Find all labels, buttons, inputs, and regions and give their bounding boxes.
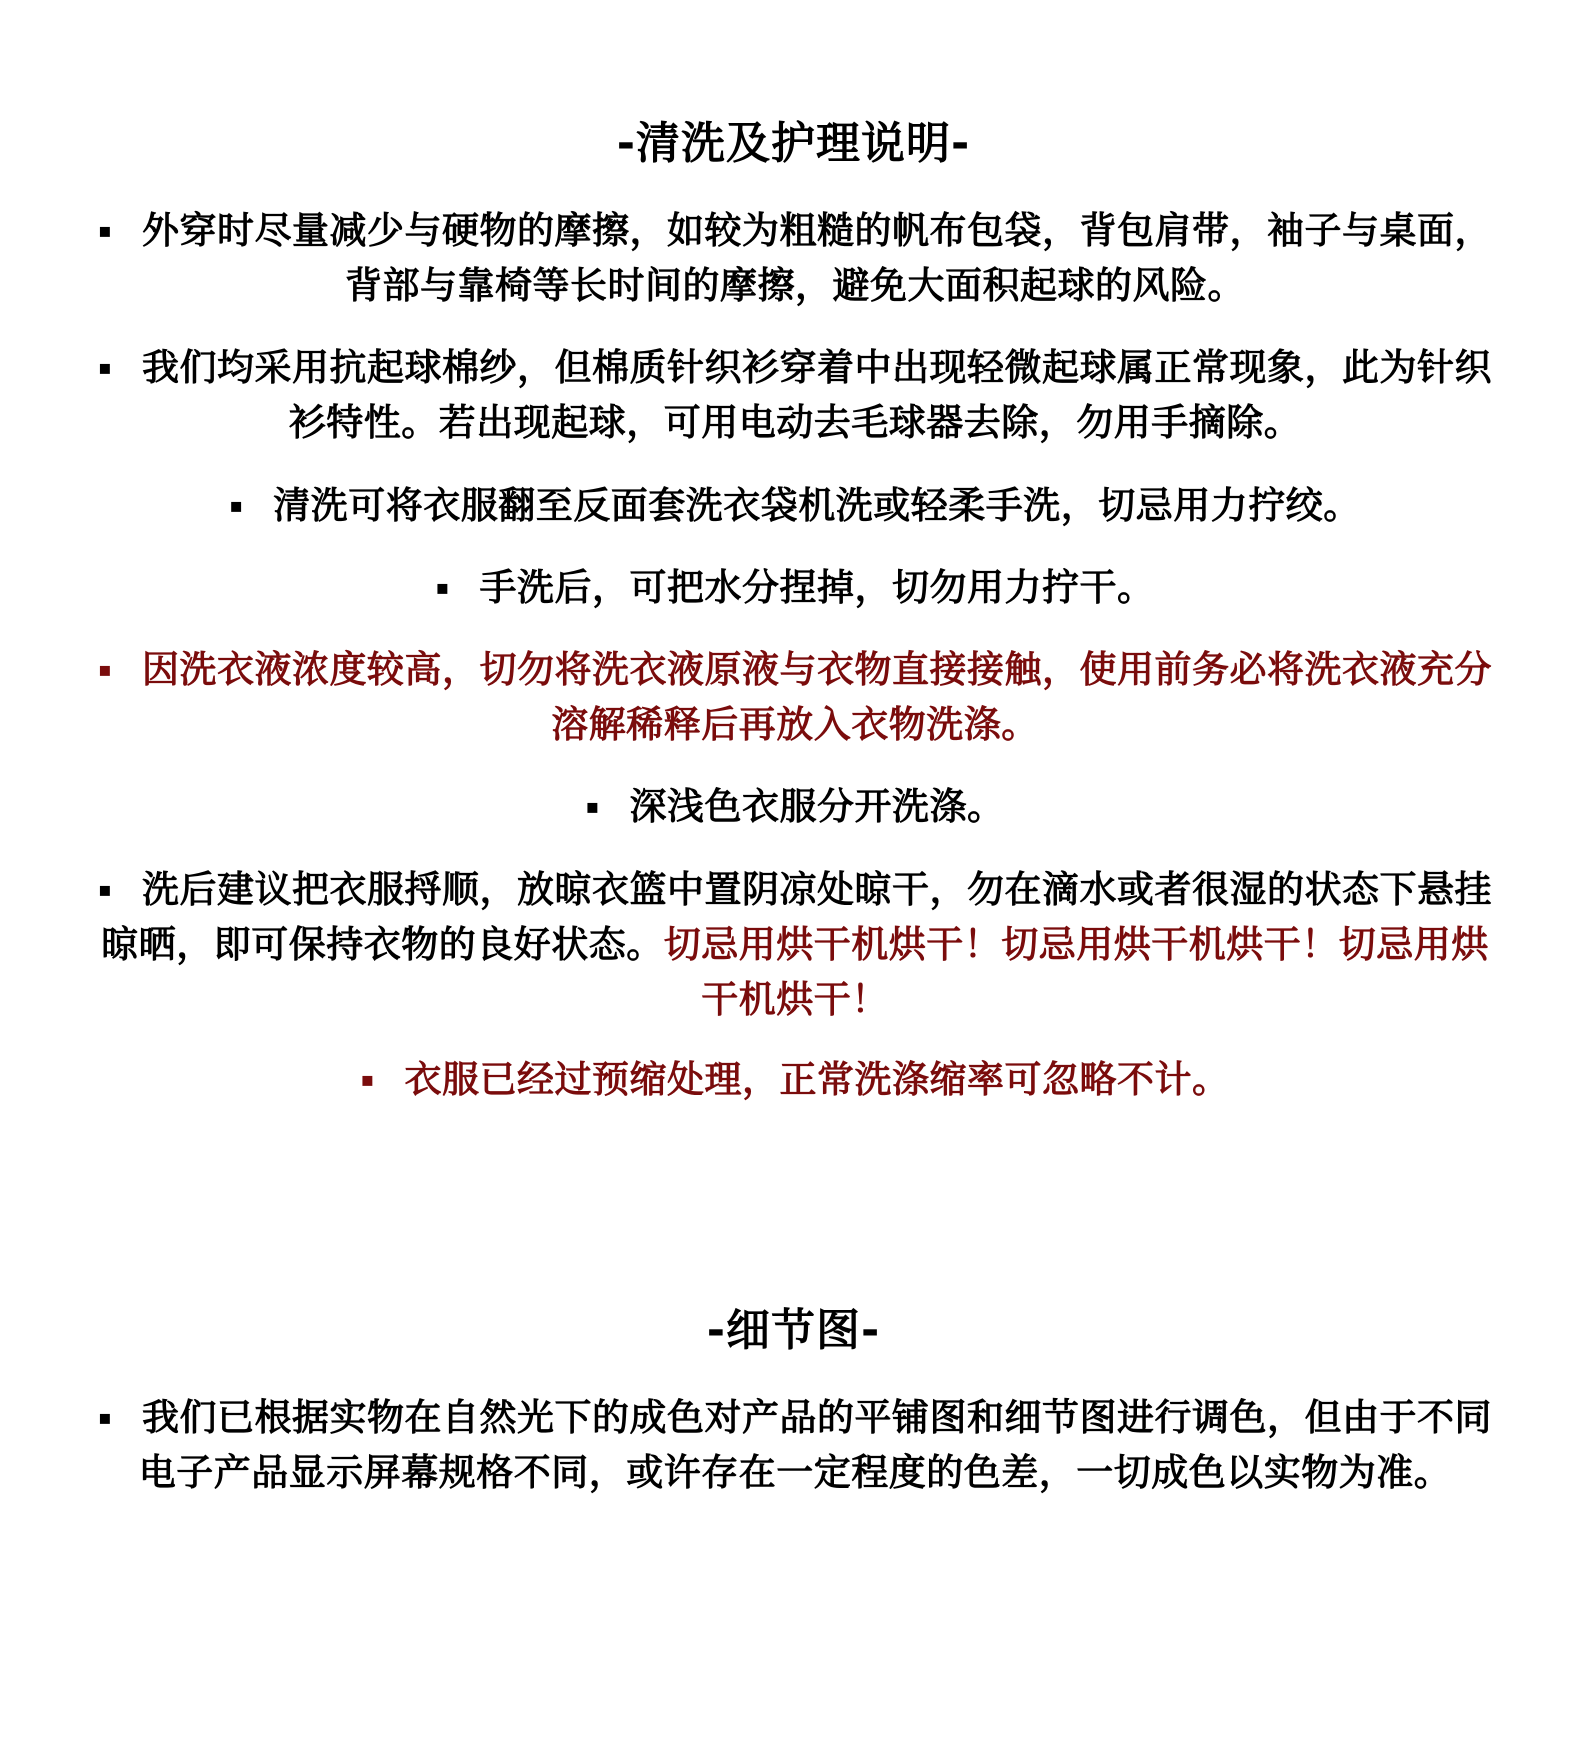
care-heading: -清洗及护理说明-: [616, 118, 971, 169]
bullet-icon: ▪: [360, 1067, 375, 1091]
care-item: [95, 560, 1495, 615]
care-item-emphasis: [95, 1052, 1495, 1107]
bullet-icon: ▪: [97, 218, 113, 242]
care-item: [95, 779, 1495, 834]
detail-heading: -细节图-: [706, 1305, 881, 1356]
care-item-text: 外穿时尽量减少与硬物的摩擦，如较为粗糙的帆布包袋，背包肩带，袖子与桌面，背部与靠椅等长时间的摩擦，避免大面积起球的风险。: [142, 209, 1493, 307]
care-item-text: 手洗后，可把水分捏掉，切勿用力拧干。: [479, 566, 1155, 609]
care-item-text: 深浅色衣服分开洗涤。: [629, 785, 1005, 828]
bullet-icon: ▪: [97, 355, 113, 379]
care-item: [95, 203, 1495, 313]
bullet-icon: ▪: [97, 1405, 113, 1429]
bullet-icon: ▪: [585, 794, 600, 818]
care-item-text: 清洗可将衣服翻至反面套洗衣袋机洗或轻柔手洗，切忌用力拧绞。: [273, 484, 1361, 527]
detail-note-text: 我们已根据实物在自然光下的成色对产品的平铺图和细节图进行调色，但由于不同电子产品显示屏幕规格不同，或许存在一定程度的色差，一切成色以实物为准。: [138, 1396, 1493, 1494]
bullet-icon: ▪: [435, 575, 450, 599]
care-item-emphasis: [95, 642, 1495, 752]
care-item-text: 洗后建议把衣服捋顺，放晾衣篮中置阴凉处晾干，勿在滴水或者很湿的状态下悬挂晾晒，即可保持衣物的良好状态。: [101, 868, 1493, 966]
bullet-icon: ▪: [97, 877, 113, 901]
care-item: [95, 478, 1495, 533]
care-item-text: 衣服已经过预缩处理，正常洗涤缩率可忽略不计。: [404, 1058, 1230, 1101]
care-item: [95, 340, 1495, 450]
care-item: [95, 862, 1495, 1027]
care-item-text: 因洗衣液浓度较高，切勿将洗衣液原液与衣物直接接触，使用前务必将洗衣液充分溶解稀释后再放入衣物洗涤。: [142, 648, 1493, 746]
detail-note: [95, 1390, 1495, 1500]
bullet-icon: ▪: [229, 493, 244, 517]
care-item-text: 我们均采用抗起球棉纱，但棉质针织衫穿着中出现轻微起球属正常现象，此为针织衫特性。若出现起球，可用电动去毛球器去除，勿用手摘除。: [142, 346, 1493, 444]
dryer-warning: 切忌用烘干机烘干！切忌用烘干机烘干！切忌用烘干机烘干！: [663, 923, 1489, 1021]
bullet-icon: ▪: [97, 657, 113, 681]
